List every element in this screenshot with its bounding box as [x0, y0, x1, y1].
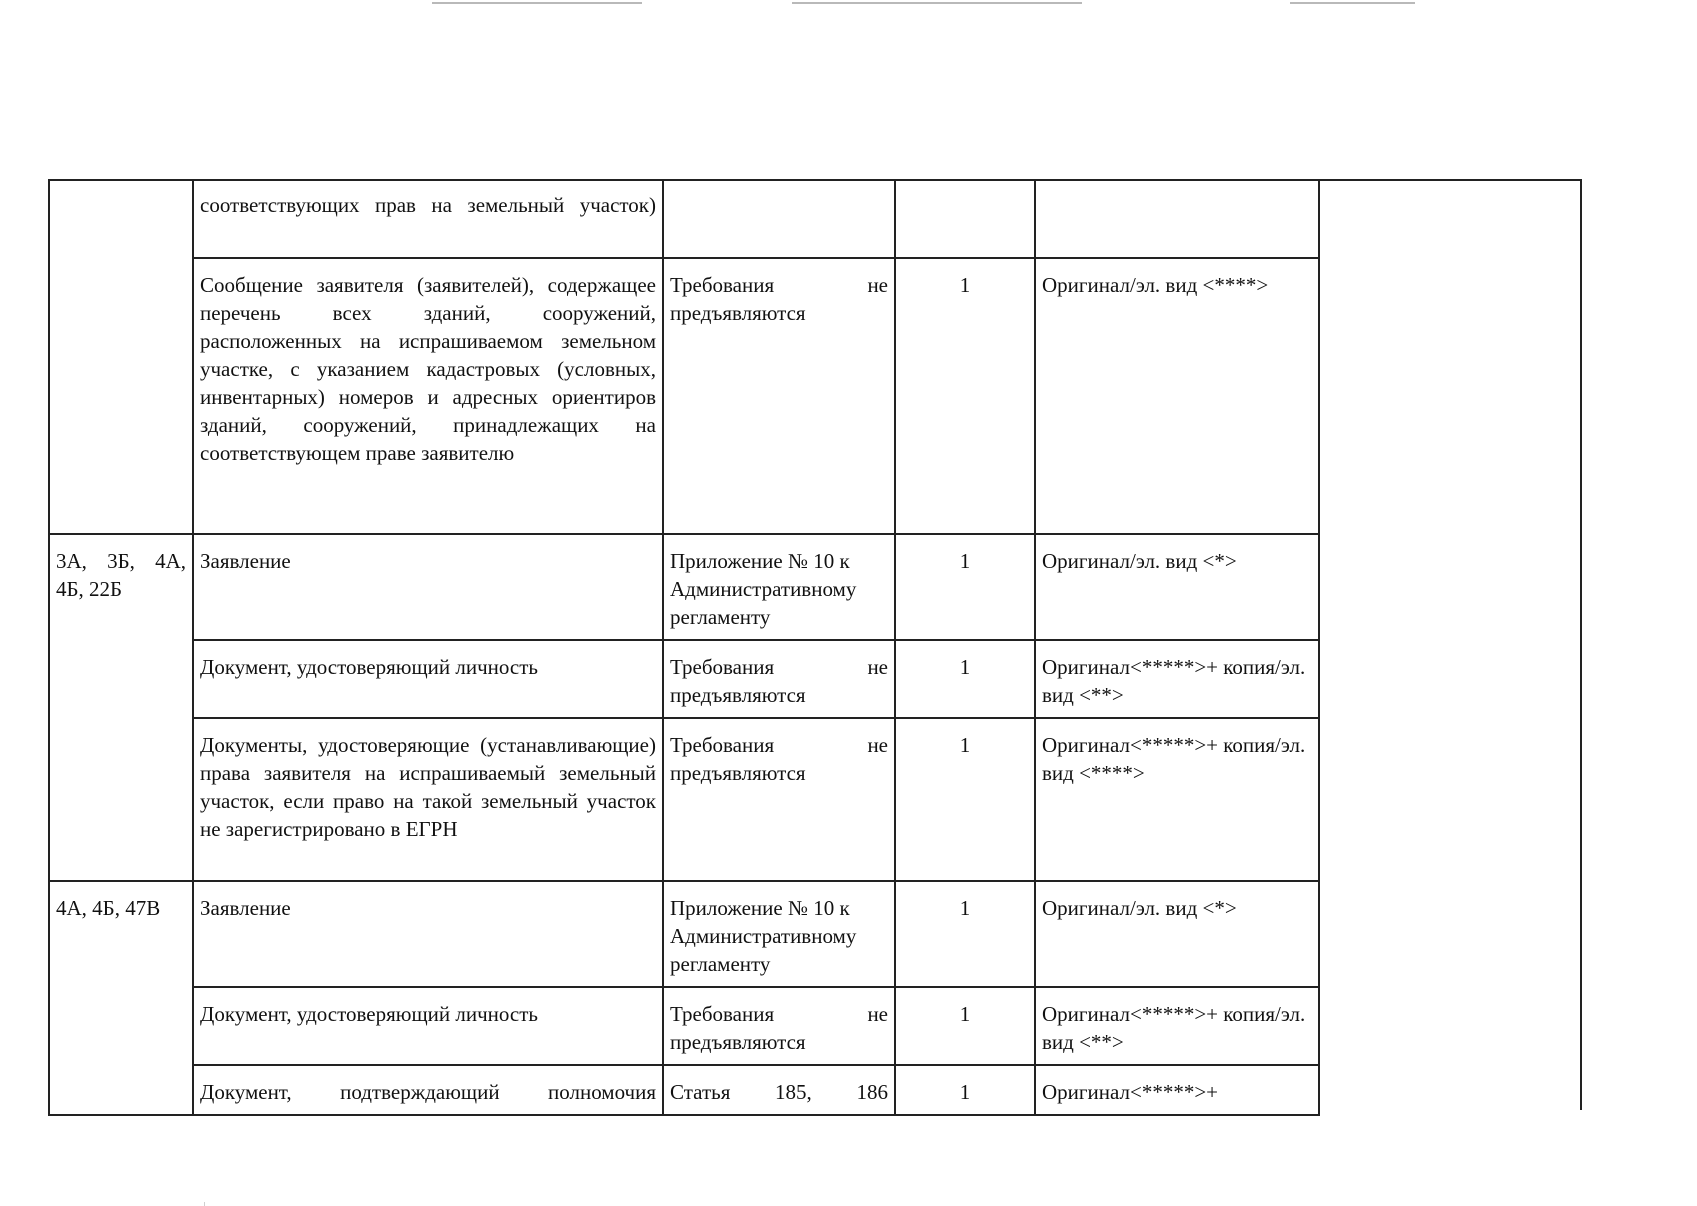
- table-row: [49, 1065, 1319, 1115]
- table-row: [49, 987, 1319, 1065]
- document-name-cell: Документ, удостоверяющий личность: [193, 640, 663, 718]
- document-type-cell: Оригинал/эл. вид <****>: [1035, 258, 1319, 534]
- document-quantity-cell: 1: [895, 534, 1035, 640]
- document-type-cell: Оригинал<*****>+ копия/эл. вид <**>: [1035, 640, 1319, 718]
- document-type-cell: Оригинал<*****>+ копия/эл. вид <****>: [1035, 718, 1319, 881]
- table-row: [49, 258, 1319, 534]
- scan-artifact: [1290, 2, 1415, 4]
- document-type-cell: Оригинал/эл. вид <*>: [1035, 881, 1319, 987]
- document-name-cell: Сообщение заявителя (заявителей), содержащее перечень всех зданий, сооружений, расположенных на испрашиваемом земельном участке, с указанием кадастровых (условных, инвентарных) номеров и адресных ориентиров зданий, сооружений, принадлежащих на соответствующем праве заявителю: [193, 258, 663, 534]
- document-name-cell: Заявление: [193, 881, 663, 987]
- table-row: [49, 640, 1319, 718]
- document-form-cell: Требования не предъявляются: [663, 258, 895, 534]
- document-quantity-cell: 1: [895, 258, 1035, 534]
- table-row: [49, 718, 1319, 881]
- document-quantity-cell: [895, 180, 1035, 258]
- scan-speck: [204, 1202, 205, 1206]
- document-type-cell: Оригинал/эл. вид <*>: [1035, 534, 1319, 640]
- table-row: [49, 180, 1319, 258]
- document-quantity-cell: 1: [895, 718, 1035, 881]
- document-type-cell: [1035, 180, 1319, 258]
- document-name-cell: Заявление: [193, 534, 663, 640]
- document-quantity-cell: 1: [895, 881, 1035, 987]
- document-name-cell: Документ, удостоверяющий личность: [193, 987, 663, 1065]
- table-row: [49, 881, 1319, 987]
- case-codes-cell: [49, 180, 193, 534]
- document-form-cell: Требования не предъявляются: [663, 640, 895, 718]
- document-type-cell: Оригинал<*****>+ копия/эл. вид <**>: [1035, 987, 1319, 1065]
- document-form-cell: Приложение № 10 к Административному регламенту: [663, 881, 895, 987]
- scan-artifact: [432, 2, 642, 4]
- document-form-cell: Требования не предъявляются: [663, 987, 895, 1065]
- table-frame-top: [1314, 179, 1582, 181]
- document-quantity-cell: 1: [895, 987, 1035, 1065]
- case-codes-cell: 4А, 4Б, 47В: [49, 881, 193, 1115]
- document-quantity-cell: 1: [895, 1065, 1035, 1115]
- document-type-cell: Оригинал<*****>+: [1035, 1065, 1319, 1115]
- table-frame-right: [1580, 179, 1582, 1110]
- document-form-cell: Статья 185, 186: [663, 1065, 895, 1115]
- document-form-cell: Требования не предъявляются: [663, 718, 895, 881]
- documents-table: [48, 179, 1320, 1116]
- document-quantity-cell: 1: [895, 640, 1035, 718]
- document-name-cell: соответствующих прав на земельный участок): [193, 180, 663, 258]
- document-name-cell: Документ, подтверждающий полномочия: [193, 1065, 663, 1115]
- scan-artifact: [792, 2, 1082, 4]
- document-name-cell: Документы, удостоверяющие (устанавливающие) права заявителя на испрашиваемый земельный участок, если право на такой земельный участок не зарегистрировано в ЕГРН: [193, 718, 663, 881]
- document-form-cell: Приложение № 10 к Административному регламенту: [663, 534, 895, 640]
- document-form-cell: [663, 180, 895, 258]
- case-codes-cell: 3А, 3Б, 4А, 4Б, 22Б: [49, 534, 193, 881]
- table-row: [49, 534, 1319, 640]
